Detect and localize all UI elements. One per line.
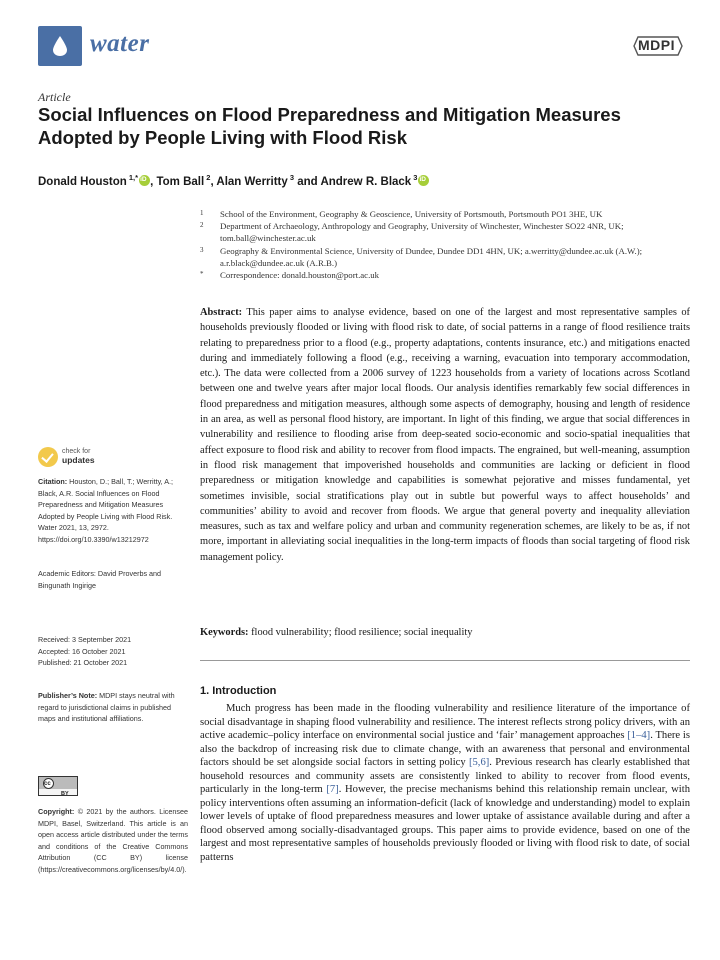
affiliation-text: Correspondence: donald.houston@port.ac.uk: [220, 270, 380, 281]
affiliation-number: 3: [200, 245, 204, 254]
author-name[interactable]: Tom Ball: [156, 175, 205, 188]
affiliation-text: Department of Archaeology, Anthropology and Geography, University of Winchester, Winchester SO22 4NR, UK; tom.ball@winchester.ac.uk: [220, 221, 624, 244]
affiliation-item: [200, 245, 690, 269]
author-name[interactable]: Alan Werritty: [216, 175, 288, 188]
body-text: . However, the precise mechanisms behind this relationship remain unclear, with policy interventions often assuming an information-deficit (lack of knowledge and understanding) model to explain lower levels of uptake of flood preparedness measures and lower uptake of assistance available during and after a flood observed among socially-disadvantaged groups. This paper aims to provide evidence, based on one of the largest and most representative samples of households previously flooded or living with flood risk to date, of social patterns: [200, 784, 690, 863]
publisher-note: [38, 690, 188, 725]
mdpi-text: MDPI: [638, 37, 675, 53]
copyright-text: © 2021 by the authors. Licensee MDPI, Basel, Switzerland. This article is an open access article distributed under the terms and conditions of the Creative Commons Attribution (CC BY) license (https://creativecommons.org/licenses/by/4.0/).: [38, 807, 188, 874]
orcid-icon[interactable]: [418, 175, 429, 186]
check-for-updates-badge[interactable]: [38, 445, 188, 469]
cc-by-license-icon[interactable]: [38, 776, 78, 796]
abstract-text: This paper aims to analyse evidence, based on one of the largest and most representative samples of households previously flooded or living with flood risk to date, of social patterns in a range of flood resilience traits relating to preparedness prior to a flood (e.g., property adaptations, contents insurance, etc.) and mitigations enacted during and immediately following a flood (e.g., receiving a warning, evacuation into temporary accommodation, etc.). The data were collected from a 2006 survey of 1223 households from a variety of locations across Scotland between one and twelve years after major local floods. Our analysis identifies remarkably few social differences in flood preparedness and mitigation measures, although some aspects of demography, housing and length of residence in an area, as well as personal flood history, are important. In light of this finding, we argue that social differences in vulnerability and resilience to flooding arise from deep-seated socio-economic and socio-spatial inequalities that affect exposure to flood risk and ability to recover from flood impacts. The engrained, but well-meaning, assumption in flood risk management that impoverished households and communities are lacking or deficient in flood preparedness or mitigation knowledge and capabilities is somewhat pejorative and misses fundamental, yet sometimes invisible, social stratifications play out in subtle but powerful ways to affect households’ and communities’ ability to avoid and recover from floods. We argue that general poverty and inequality alleviation measures, such as tax and welfare policy and urban and community regeneration schemes, are likely to be as, if not more, important in alleviating social inequalities in the long-term impacts of floods than social targeting of flood risk management policy.: [200, 307, 690, 563]
author-name[interactable]: Andrew R. Black: [320, 175, 412, 188]
affiliation-item: [200, 220, 690, 244]
section-divider: [200, 660, 690, 661]
body-text: . Previous research has clearly established that household resources and community assets are consistently linked to ability to recover from flood events, particularly in the long-term: [200, 757, 690, 795]
affiliation-number: 1: [200, 209, 204, 217]
check-updates-line2: updates: [62, 455, 95, 465]
affiliation-item: [200, 269, 690, 281]
author-name[interactable]: Donald Houston: [38, 175, 127, 188]
reference-link[interactable]: [1–4]: [627, 730, 651, 741]
paper-title: Social Influences on Flood Preparedness and Mitigation Measures Adopted by People Living with Flood Risk: [38, 104, 621, 148]
water-drop-icon: [38, 26, 82, 66]
orcid-icon[interactable]: [139, 175, 150, 186]
accepted-date: Accepted: 16 October 2021: [38, 646, 126, 656]
abstract: [200, 305, 690, 565]
affiliations: [200, 208, 690, 281]
keywords-text: flood vulnerability; flood resilience; social inequality: [251, 627, 473, 638]
article-type: Article: [38, 90, 71, 104]
cc-label: cc: [44, 781, 51, 787]
cc-by-label: BY: [61, 791, 69, 797]
copyright-block: [38, 806, 188, 876]
author-affiliation-marker: 3: [287, 173, 295, 182]
mdpi-logo: [630, 34, 684, 58]
copyright-label: Copyright:: [38, 807, 75, 816]
check-updates-icon: [38, 447, 58, 467]
reference-link[interactable]: [5,6]: [468, 757, 490, 768]
published-date: Published: 21 October 2021: [38, 658, 128, 668]
journal-name: water: [90, 30, 150, 57]
publication-dates: [38, 634, 188, 669]
publisher-note-label: Publisher’s Note:: [38, 691, 98, 700]
author-separator: ,: [150, 175, 157, 188]
keywords: [200, 627, 690, 638]
reference-link[interactable]: [7]: [326, 784, 339, 795]
citation-text: Houston, D.; Ball, T.; Werritty, A.; Black, A.R. Social Influences on Flood Preparedness and Mitigation Measures Adopted by People Living with Flood Risk. Water 2021, 13, 2972. https://doi.org/10.3390/w13212972: [38, 477, 174, 544]
section-heading-introduction: 1. Introduction: [200, 685, 277, 697]
citation-block: [38, 476, 188, 546]
affiliation-number: *: [200, 270, 204, 279]
check-updates-line1: check for: [62, 448, 91, 455]
citation-label: Citation:: [38, 477, 68, 486]
academic-editors: Academic Editors: David Proverbs and Bingunath Ingirige: [38, 569, 162, 590]
keywords-label: Keywords:: [200, 627, 249, 638]
abstract-label: Abstract:: [200, 307, 243, 318]
introduction-body: [200, 702, 690, 864]
journal-header: [38, 22, 684, 70]
author-separator: and: [294, 175, 321, 188]
body-text: . There is also the backdrop of increasing risk due to climate change, with an awareness that personal and environmental factors should be set alongside social factors in setting policy: [200, 730, 690, 768]
author-affiliation-marker: 3: [411, 173, 418, 182]
affiliation-text: Geography & Environmental Science, University of Dundee, Dundee DD1 4HN, UK; a.werritty@dundee.ac.uk (A.W.); a.r.black@dundee.ac.uk (A.R.B.): [220, 245, 643, 268]
affiliation-number: 2: [200, 221, 204, 230]
author-affiliation-marker: 1,*: [126, 173, 139, 182]
author-list: [38, 173, 429, 188]
affiliation-text: School of the Environment, Geography & Geoscience, University of Portsmouth, Portsmouth PO1 3HE, UK: [220, 209, 603, 219]
affiliation-item: [200, 208, 690, 220]
received-date: Received: 3 September 2021: [38, 635, 132, 644]
publisher-note-text: MDPI stays neutral with regard to jurisdictional claims in published maps and institutional affiliations.: [38, 691, 175, 724]
author-separator: ,: [210, 175, 217, 188]
body-text: Much progress has been made in the flooding vulnerability and resilience literature of the importance of social disadvantage in shaping flood vulnerability and resilience. The interest reflects strong policy drivers, with an active academic–policy interface on environmental social justice and ‘fair’ management approaches: [200, 703, 690, 741]
author-affiliation-marker: 2: [204, 173, 211, 182]
